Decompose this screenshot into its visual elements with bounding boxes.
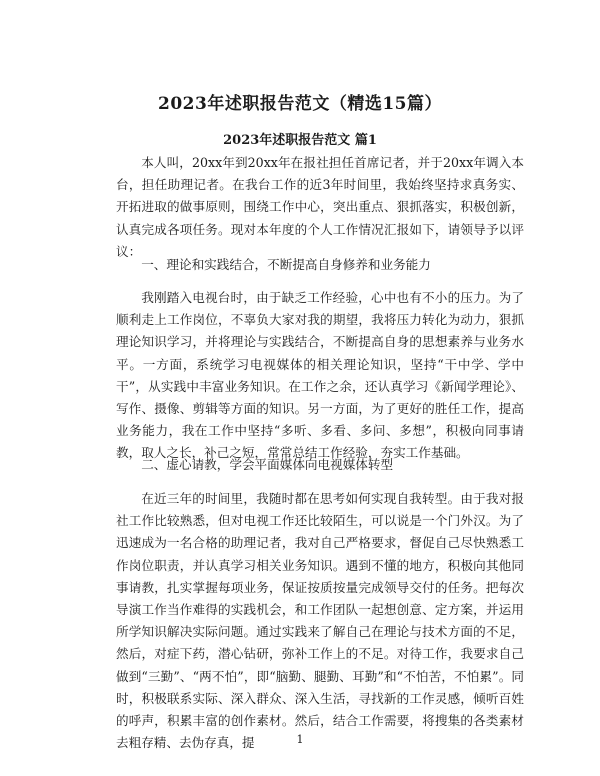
page-number: 1: [296, 733, 304, 746]
section-heading-1: 一、理论和实践结合，不断提高自身修养和业务能力: [141, 257, 431, 272]
section-heading-2: 二、虚心请教，学会平面媒体向电视媒体转型: [141, 457, 394, 472]
paragraph-transformation: [116, 488, 524, 754]
paragraph-text: 我刚踏入电视台时，由于缺乏工作经验，心中也有不小的压力。为了顺利走上工作岗位，不辜负大家对我的期望，我将压力转化为动力，狠抓理论知识学习，并将理论与实践结合，不断提高自身的思想素养与业务水平。一方面，系统学习电视媒体的相关理论知识，坚持“干中学、学中干”，从实践中丰富业务知识。在工作之余，还认真学习《新闻学理论》、写作、摄像、剪辑等方面的知识。另一方面，为了更好的胜任工作，提高业务能力，我在工作中坚持“多听、多看、多问、多想”，积极向同事请教，取人之长，补己之短，常常总结工作经验，夯实工作基础。: [116, 290, 524, 461]
paragraph-text: 本人叫，20xx年到20xx年在报社担任首席记者，并于20xx年调入本台，担任助理记者。在我台工作的近3年时间里，我始终坚持求真务实、开拓进取的做事原则，围绕工作中心，突出重点、狠抓落实，积极创新，认真完成各项任务。现对本年度的个人工作情况汇报如下，请领导予以评议：: [116, 155, 524, 259]
section-title: 2023年述职报告范文 篇1: [223, 133, 377, 148]
document-title: 2023年述职报告范文（精选15篇）: [158, 94, 442, 114]
paragraph-text: 在近三年的时间里，我随时都在思考如何实现自我转型。由于我对报社工作比较熟悉，但对电视工作还比较陌生，可以说是一个门外汉。为了迅速成为一名合格的助理记者，我对自己严格要求，督促自己尽快熟悉工作岗位职责，并认真学习相关业务知识。遇到不懂的地方，积极向其他同事请教，扎实掌握每项业务，保证按质按量完成领导交付的任务。把每次导演工作当作难得的实践机会，和工作团队一起想创意、定方案，并运用所学知识解决实际问题。通过实践来了解自己在理论与技术方面的不足，然后，对症下药，潜心钻研，弥补工作上的不足。对待工作，我要求自己做到“三勤”、“两不怕”，即“脑勤、腿勤、耳勤”和“不怕苦，不怕累”。同时，积极联系实际、深入群众、深入生活，寻找新的工作灵感，倾听百姓的呼声，积累丰富的创作素材。然后，结合工作需要，将搜集的各类素材去粗存精、去伪存真，提: [116, 491, 524, 751]
paragraph-theory-practice: [116, 287, 524, 465]
paragraph-intro: [116, 152, 524, 263]
